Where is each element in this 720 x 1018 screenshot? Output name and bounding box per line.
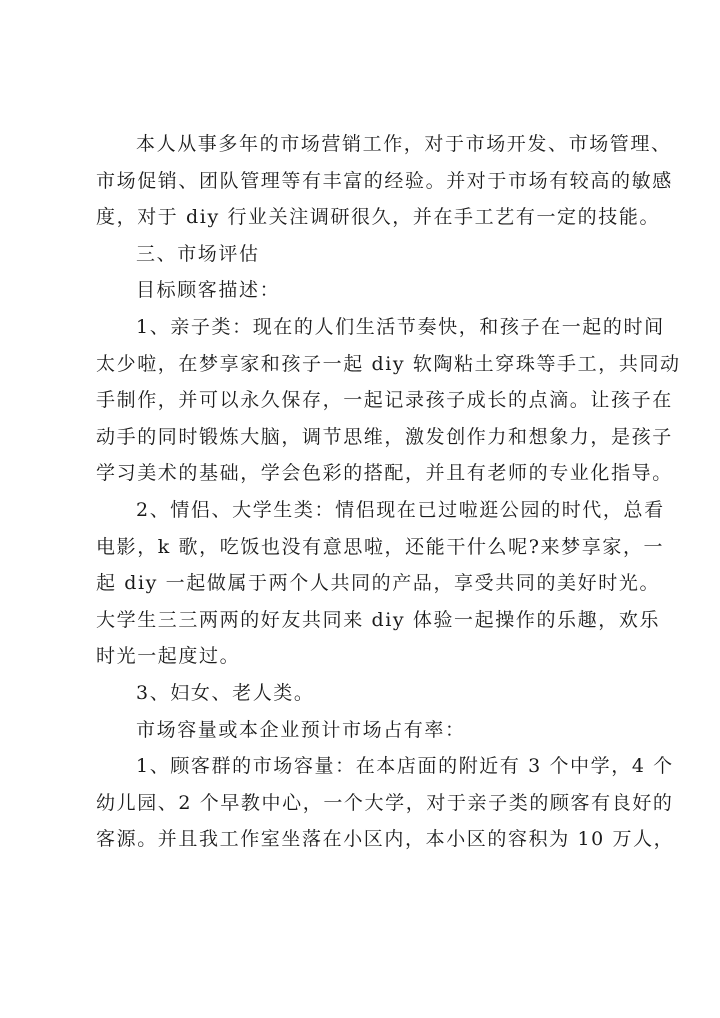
text-line: 时光一起度过。 bbox=[96, 645, 241, 668]
text-line: 客源。并且我工作室坐落在小区内，本小区的容积为 10 万人， bbox=[96, 828, 675, 851]
text-line: 电影，k 歌，吃饭也没有意思啦，还能干什么呢?来梦享家，一 bbox=[96, 535, 665, 558]
text-line: 1、亲子类：现在的人们生活节奏快，和孩子在一起的时间 bbox=[136, 315, 665, 338]
text-line: 大学生三三两两的好友共同来 diy 体验一起操作的乐趣，欢乐 bbox=[96, 608, 661, 631]
text-line: 市场促销、团队管理等有丰富的经验。并对于市场有较高的敏感 bbox=[96, 169, 673, 192]
subsection-heading: 市场容量或本企业预计市场占有率： bbox=[136, 718, 466, 741]
text-line: 手制作，并可以永久保存，一起记录孩子成长的点滴。让孩子在 bbox=[96, 389, 673, 412]
section-heading: 三、市场评估 bbox=[136, 242, 260, 265]
text-line: 学习美术的基础，学会色彩的搭配，并且有老师的专业化指导。 bbox=[96, 462, 673, 485]
subsection-heading: 目标顾客描述： bbox=[136, 279, 281, 302]
text-line: 动手的同时锻炼大脑，调节思维，激发创作力和想象力，是孩子 bbox=[96, 425, 673, 448]
document-body bbox=[96, 126, 681, 858]
text-line: 度，对于 diy 行业关注调研很久，并在手工艺有一定的技能。 bbox=[96, 206, 661, 229]
text-line: 太少啦，在梦享家和孩子一起 diy 软陶粘土穿珠等手工，共同动 bbox=[96, 352, 681, 375]
text-line: 1、顾客群的市场容量：在本店面的附近有 3 个中学，4 个 bbox=[136, 755, 674, 778]
text-line: 2、情侣、大学生类：情侣现在已过啦逛公园的时代，总看 bbox=[136, 498, 665, 521]
text-line: 本人从事多年的市场营销工作，对于市场开发、市场管理、 bbox=[136, 133, 672, 155]
text-line: 起 diy 一起做属于两个人共同的产品，享受共同的美好时光。 bbox=[96, 572, 661, 595]
text-line: 3、妇女、老人类。 bbox=[136, 681, 315, 704]
text-line: 幼儿园、2 个早教中心，一个大学，对于亲子类的顾客有良好的 bbox=[96, 791, 674, 814]
